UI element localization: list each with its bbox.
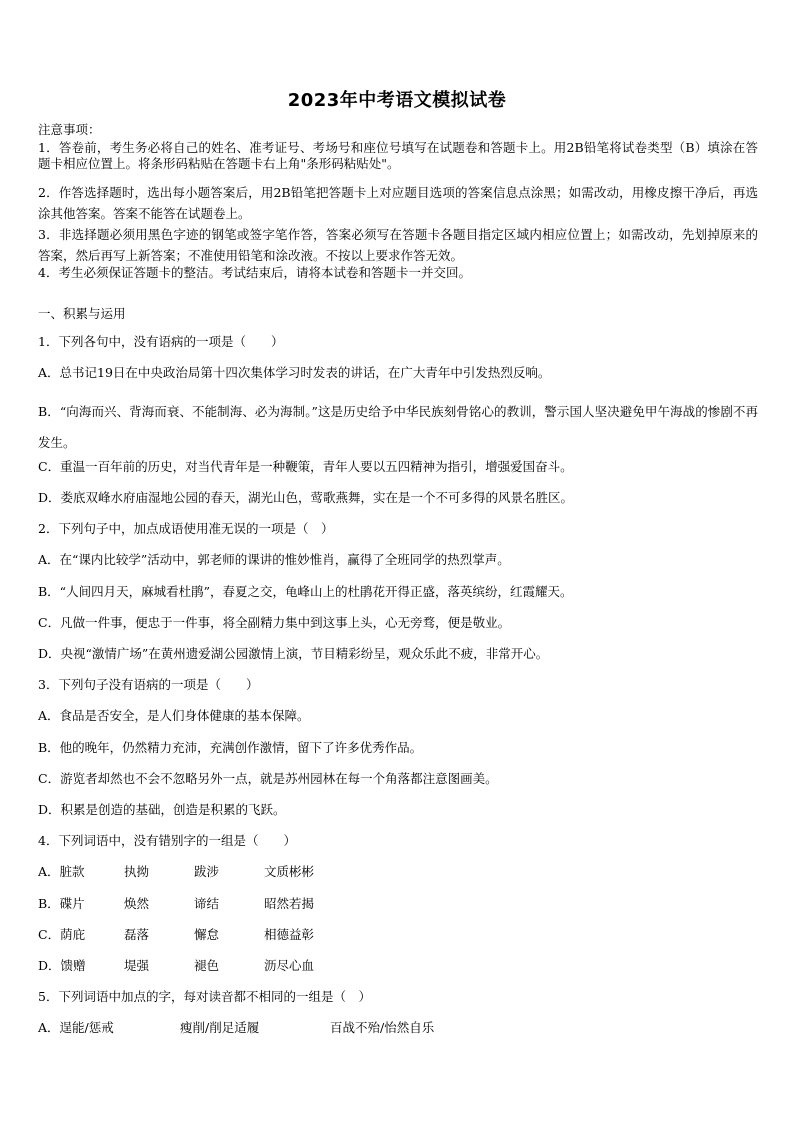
- q1-option-d: D．娄底双峰水府庙湿地公园的春天，湖光山色，莺歌燕舞，实在是一个不可多得的风景名胜区。: [38, 490, 574, 505]
- q3-option-d: D．积累是创造的基础，创造是积累的飞跃。: [38, 802, 286, 817]
- q3-option-b: B．他的晚年，仍然精力充沛，充满创作激情，留下了许多优秀作品。: [38, 740, 423, 755]
- word-cell: 昭然若揭: [264, 896, 315, 911]
- q2-option-d: D．央视“激情广场”在黄州遗爱湖公园激情上演，节目精彩纷呈，观众乐此不疲，非常开心。: [38, 646, 549, 661]
- q4-option-row-c: [38, 927, 384, 943]
- word-cell: 相德益彰: [264, 927, 315, 942]
- word-cell: 跋涉: [194, 864, 220, 879]
- word-cell: A．逞能/惩戒: [38, 1020, 114, 1035]
- q2-option-a: A．在“课内比较学”活动中，郭老师的课讲的惟妙惟肖，赢得了全班同学的热烈掌声。: [38, 552, 510, 567]
- word-cell: 沥尽心血: [264, 958, 315, 973]
- q1-option-a: A．总书记19日在中央政治局第十四次集体学习时发表的讲话，在广大青年中引发热烈反响。: [38, 365, 551, 380]
- word-cell: 褪色: [194, 958, 220, 973]
- q1-option-c: C．重温一百年前的历史，对当代青年是一种鞭策，青年人要以五四精神为指引，增强爱国奋斗。: [38, 459, 573, 474]
- word-cell: 百战不殆/怡然自乐: [330, 1020, 435, 1035]
- q1-option-b: B．“向海而兴、背海而衰、不能制海、必为海制。”这是历史给予中华民族刻骨铭心的教训，警示国人坚决避免甲午海战的惨剧不再发生。: [38, 404, 758, 450]
- notice-item-4: 4．考生必须保证答题卡的整洁。考试结束后，请将本试卷和答题卡一并交回。: [38, 265, 471, 280]
- word-cell: A．脏款: [38, 864, 85, 879]
- word-cell: 谛结: [194, 896, 220, 911]
- word-cell: D．馈赠: [38, 958, 86, 973]
- q5-option-row-a: [38, 1020, 434, 1036]
- notice-heading: 注意事项：: [38, 122, 101, 137]
- question-5-stem: 5．下列词语中加点的字，每对读音都不相同的一组是（ ）: [38, 989, 371, 1004]
- notice-item-1: 1．答卷前，考生务必将自己的姓名、准考证号、考场号和座位号填写在试题卷和答题卡上。用2B铅笔将试卷类型（B）填涂在答题卡相应位置上。将条形码粘贴在答题卡右上角"条形码粘贴处"。: [38, 140, 758, 171]
- q4-option-row-b: [38, 896, 384, 912]
- word-cell: 堤强: [124, 958, 150, 973]
- q4-option-row-a: [38, 864, 384, 880]
- word-cell: 执拗: [124, 864, 150, 879]
- question-4-stem: 4．下列词语中，没有错别字的一组是（ ）: [38, 833, 296, 848]
- q3-option-c: C．游览者却然也不会不忽略另外一点，就是苏州园林在每一个角落都注意图画美。: [38, 771, 498, 786]
- page-title: 2023年中考语文模拟试卷: [287, 90, 507, 111]
- section-heading: 一、积累与运用: [38, 306, 126, 321]
- word-cell: C．荫庇: [38, 927, 86, 942]
- word-cell: B．碟片: [38, 896, 85, 911]
- q2-option-c: C．凡做一件事，便忠于一件事，将全副精力集中到这事上头，心无旁骛，便是敬业。: [38, 615, 511, 630]
- word-cell: 懈怠: [194, 927, 220, 942]
- question-1-stem: 1．下列各句中，没有语病的一项是（ ）: [38, 334, 284, 349]
- q2-option-b: B．“人间四月天，麻城看杜鹃”，春夏之交，龟峰山上的杜鹃花开得正盛，落英缤纷，红霞耀天。: [38, 584, 573, 599]
- notice-item-2: 2．作答选择题时，选出每小题答案后，用2B铅笔把答题卡上对应题目选项的答案信息点涂黑；如需改动，用橡皮擦干净后，再选涂其他答案。答案不能答在试题卷上。: [38, 185, 758, 221]
- word-cell: 瘦削/削足适履: [180, 1020, 260, 1035]
- word-cell: 文质彬彬: [264, 864, 315, 879]
- word-cell: 焕然: [124, 896, 150, 911]
- word-cell: 磊落: [124, 927, 150, 942]
- question-2-stem: 2．下列句子中，加点成语使用准无误的一项是（ ）: [38, 521, 334, 536]
- question-3-stem: 3．下列句子没有语病的一项是（ ）: [38, 677, 259, 692]
- q3-option-a: A．食品是否安全，是人们身体健康的基本保障。: [38, 708, 310, 723]
- notice-item-3: 3．非选择题必须用黑色字迹的钢笔或签字笔作答，答案必须写在答题卡各题目指定区域内相应位置上；如需改动，先划掉原来的答案，然后再写上新答案；不准使用铅笔和涂改液。不按以上要求作答无效。: [38, 227, 758, 263]
- q4-option-row-d: [38, 958, 384, 974]
